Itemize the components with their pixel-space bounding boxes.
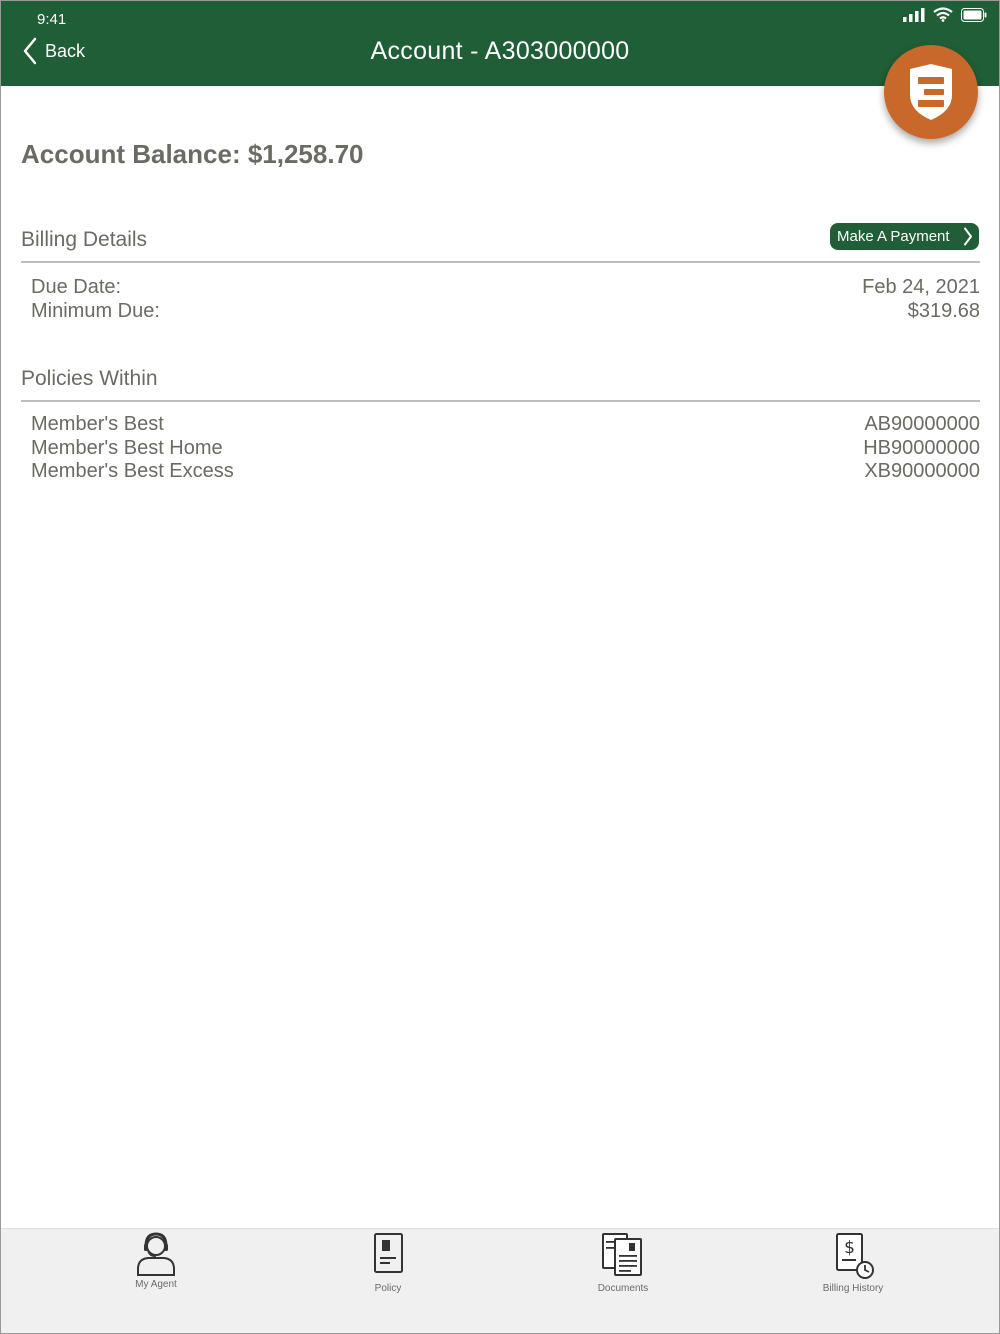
policy-row[interactable] [31,460,980,484]
billing-history-icon [829,1229,877,1281]
documents-icon [599,1229,647,1281]
minimum-due-value: $319.68 [907,300,980,322]
nav-header [1,1,999,86]
brand-shield-logo [884,45,978,139]
policy-name: Member's Best Home [31,437,223,459]
tab-policy[interactable] [318,1229,458,1329]
tab-label: Billing History [822,1283,884,1294]
tab-label: Policy [374,1283,402,1294]
policy-number: HB90000000 [863,437,980,459]
policies-within-title: Policies Within [21,367,158,390]
billing-details-title: Billing Details [21,228,148,251]
agent-icon [134,1229,178,1277]
chevron-right-icon [963,227,973,246]
account-balance: Account Balance: $1,258.70 [21,139,364,169]
svg-text:$: $ [844,1238,855,1258]
minimum-due-label: Minimum Due: [31,300,160,322]
back-label: Back [45,40,86,61]
due-date-value: Feb 24, 2021 [862,276,980,298]
tab-my-agent[interactable] [86,1229,226,1329]
policy-name: Member's Best Excess [31,460,234,482]
page-title: Account - A303000000 [370,37,630,65]
policy-row[interactable] [31,413,980,437]
policies-divider [21,400,980,402]
tab-label: My Agent [135,1279,177,1290]
policy-number: XB90000000 [864,460,980,482]
make-payment-button[interactable] [830,223,979,250]
tab-billing-history[interactable] [783,1229,923,1329]
wifi-icon [933,7,953,22]
due-date-label: Due Date: [31,276,122,298]
tab-documents[interactable] [553,1229,693,1329]
tab-label: Documents [597,1283,649,1294]
battery-icon [961,8,987,22]
due-date-row [31,276,980,300]
cellular-signal-icon [903,8,925,22]
shield-logo-icon [900,61,962,123]
status-time: 9:41 [37,11,67,28]
billing-divider [21,261,980,263]
minimum-due-row [31,300,980,324]
bottom-tab-bar [1,1228,999,1334]
policy-icon [366,1229,410,1281]
policy-number: AB90000000 [864,413,980,435]
status-icons [903,7,987,22]
make-payment-label: Make A Payment [837,228,950,245]
policy-name: Member's Best [31,413,164,435]
policy-row[interactable] [31,437,980,461]
